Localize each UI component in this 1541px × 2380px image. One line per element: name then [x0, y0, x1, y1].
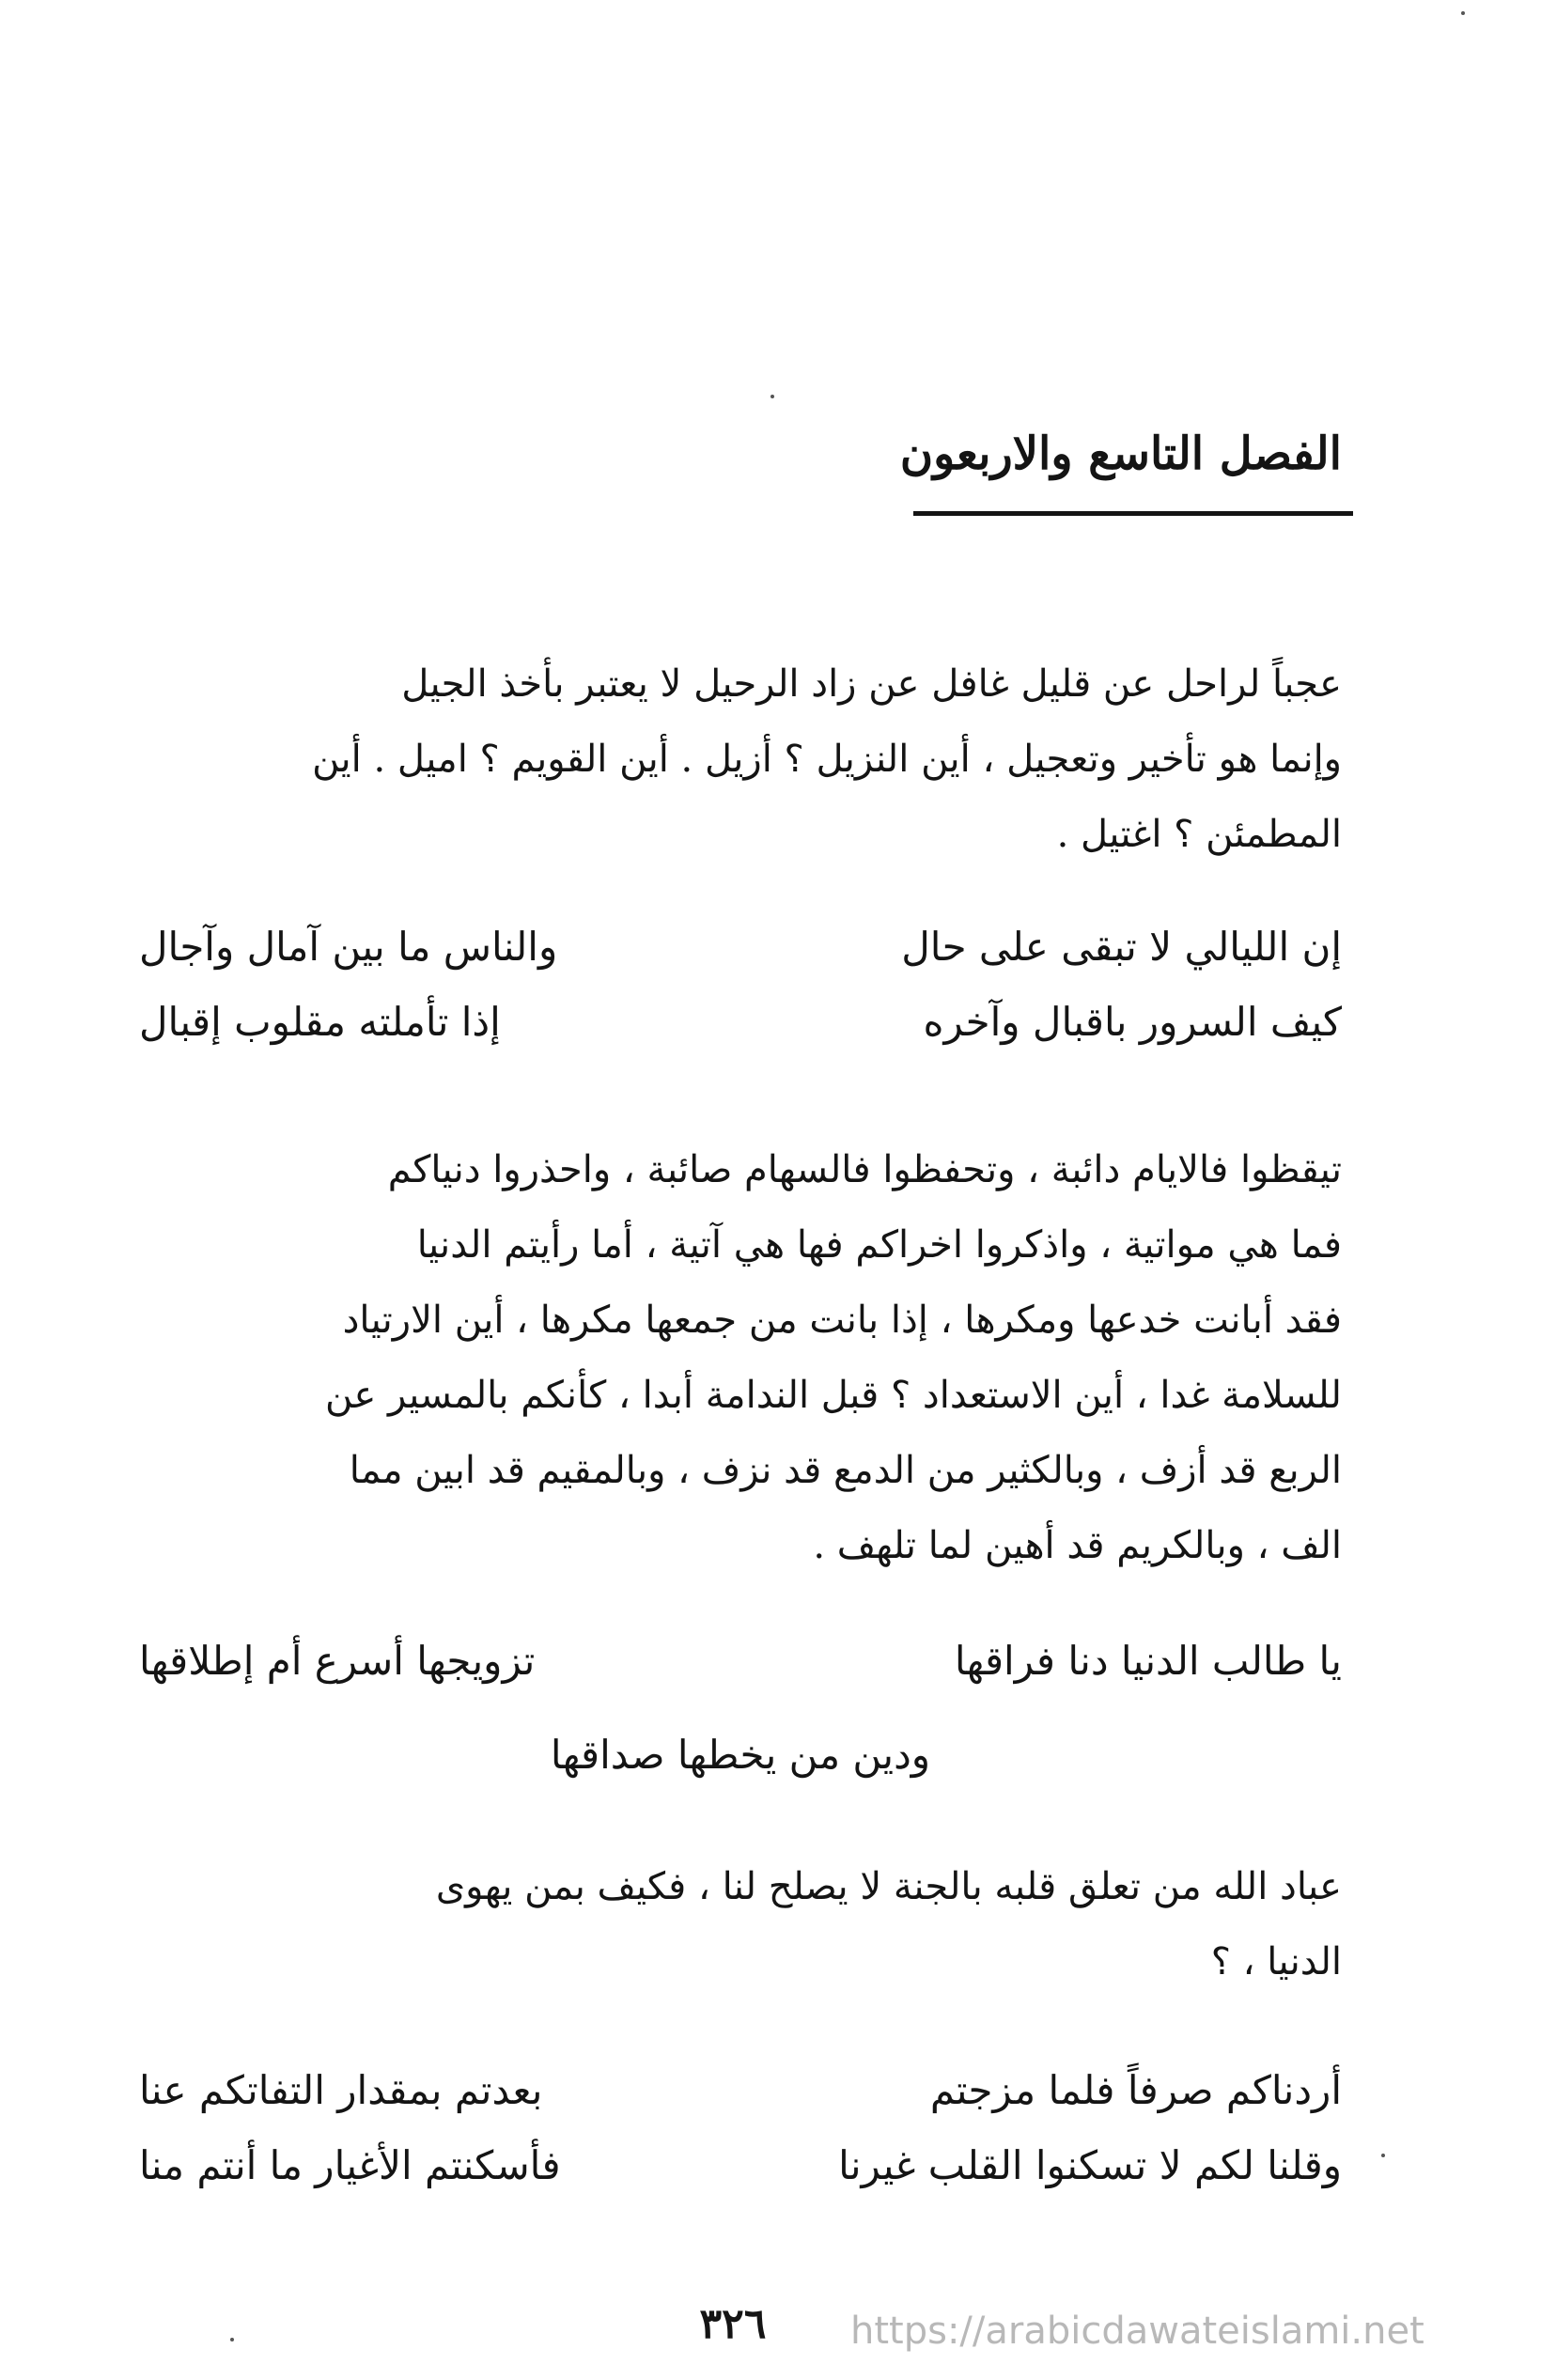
- paragraph-line: للسلامة غدا ، أين الاستعداد ؟ قبل الندامة أبدا ، كأنكم بالمسير عن: [325, 1374, 1342, 1417]
- verse-couplet: [139, 985, 1342, 1060]
- paragraph-1: [139, 646, 1342, 872]
- verse-block-2: [139, 1624, 1342, 1793]
- verse-couplet: [139, 910, 1342, 985]
- paragraph-line: الربع قد أزف ، وبالكثير من الدمع قد نزف ، وبالمقيم قد ابين مما: [349, 1449, 1342, 1492]
- verse-second-hemistich: تزويجها أسرع أم إطلاقها: [139, 1638, 536, 1684]
- paragraph-2: [139, 1132, 1342, 1583]
- verse-second-hemistich: إذا تأملته مقلوب إقبال: [139, 999, 501, 1045]
- paragraph-line: عجباً لراحل عن قليل غافل عن زاد الرحيل لا يعتبر بأخذ الجيل: [401, 662, 1342, 706]
- title-underline: [913, 511, 1353, 516]
- verse-first-hemistich: إن الليالي لا تبقى على حال: [901, 924, 1342, 970]
- verse-first-hemistich: أردناكم صرفاً فلما مزجتم: [929, 2067, 1342, 2113]
- verse-second-hemistich: بعدتم بمقدار التفاتكم عنا: [139, 2067, 543, 2113]
- paragraph-line: وإنما هو تأخير وتعجيل ، أين النزيل ؟ أزيل . أين القويم ؟ اميل . أين: [312, 738, 1342, 781]
- verse-second-hemistich: فأسكنتم الأغيار ما أنتم منا: [139, 2142, 561, 2188]
- paragraph-line: المطمئن ؟ اغتيل .: [1056, 813, 1342, 856]
- verse-couplet: [139, 1624, 1342, 1699]
- page-number: ٣٢٦: [699, 2300, 767, 2348]
- scan-speck: [1461, 11, 1465, 15]
- paragraph-line: الف ، وبالكريم قد أهين لما تلهف .: [813, 1524, 1342, 1567]
- scan-speck: [230, 2338, 234, 2341]
- paragraph-line: فقد أبانت خدعها ومكرها ، إذا بانت من جمعها مكرها ، أين الارتياد: [342, 1299, 1342, 1342]
- verse-single-line: ودين من يخطها صداقها: [550, 1732, 931, 1778]
- scan-speck: [1381, 2154, 1385, 2157]
- paragraph-line: تيقظوا فالايام دائبة ، وتحفظوا فالسهام صائبة ، واحذروا دنياكم: [387, 1148, 1342, 1191]
- verse-first-hemistich: كيف السرور باقبال وآخره: [923, 999, 1342, 1045]
- verse-block-1: [139, 910, 1342, 1060]
- verse-first-hemistich: وقلنا لكم لا تسكنوا القلب غيرنا: [838, 2142, 1342, 2188]
- paragraph-3: [139, 1849, 1342, 1999]
- paragraph-line: عباد الله من تعلق قلبه بالجنة لا يصلح لنا ، فكيف بمن يهوى: [435, 1865, 1342, 1908]
- source-watermark: https://arabicdawateislami.net: [850, 2310, 1424, 2353]
- verse-block-3: [139, 2053, 1342, 2203]
- verse-couplet: [139, 2053, 1342, 2128]
- scan-speck: [770, 395, 774, 398]
- paragraph-line: الدنيا ، ؟: [1210, 1940, 1342, 1983]
- verse-second-hemistich: والناس ما بين آمال وآجال: [139, 924, 558, 970]
- verse-couplet: [139, 2128, 1342, 2203]
- chapter-title: الفصل التاسع والاربعون: [899, 428, 1342, 480]
- verse-first-hemistich: يا طالب الدنيا دنا فراقها: [954, 1638, 1342, 1684]
- paragraph-line: فما هي مواتية ، واذكروا اخراكم فها هي آتية ، أما رأيتم الدنيا: [416, 1223, 1342, 1267]
